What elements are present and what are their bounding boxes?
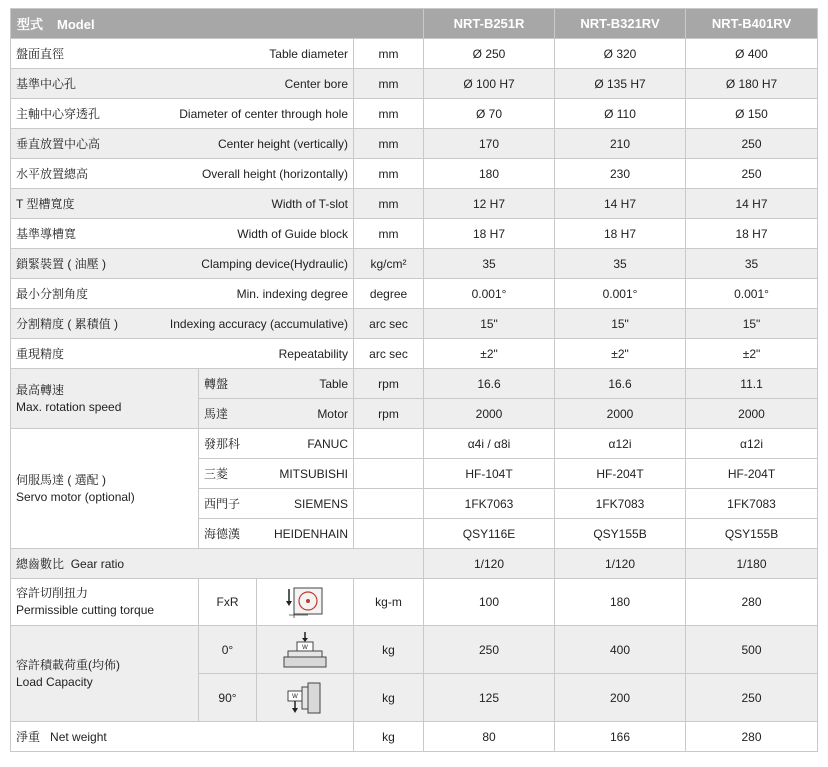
weight-label xyxy=(11,722,354,752)
spec-value: 18 H7 xyxy=(686,219,818,249)
spec-value: 500 xyxy=(686,626,818,674)
spec-value: 250 xyxy=(686,129,818,159)
load-horizontal-diagram-icon xyxy=(257,674,354,722)
spec-label-en: Repeatability xyxy=(278,346,348,361)
spec-row xyxy=(11,626,818,674)
spec-value: 1FK7083 xyxy=(686,489,818,519)
spec-label-zh: 基準導槽寬 xyxy=(16,227,77,241)
weight-label-zh: 淨重 xyxy=(16,730,41,744)
brand-en: FANUC xyxy=(307,436,348,451)
spec-label-zh: 主軸中心穿透孔 xyxy=(16,107,101,121)
speed-group-label xyxy=(11,369,199,429)
spec-label-en: Indexing accuracy (accumulative) xyxy=(169,316,348,331)
spec-value: QSY155B xyxy=(555,519,686,549)
spec-value: Ø 110 xyxy=(555,99,686,129)
spec-row xyxy=(11,159,818,189)
spec-value: 18 H7 xyxy=(555,219,686,249)
spec-value: 1/120 xyxy=(555,549,686,579)
spec-label-zh: 鎖緊裝置 ( 油壓 ) xyxy=(16,257,106,271)
spec-unit xyxy=(354,519,424,549)
spec-unit: mm xyxy=(354,159,424,189)
spec-row xyxy=(11,69,818,99)
spec-value: 2000 xyxy=(686,399,818,429)
spec-unit: kg xyxy=(354,626,424,674)
spec-label-en: Overall height (horizontally) xyxy=(201,166,348,181)
spec-label xyxy=(11,219,354,249)
spec-value: 210 xyxy=(555,129,686,159)
spec-unit: mm xyxy=(354,69,424,99)
servo-brand-label xyxy=(199,459,354,489)
gear-label-en: Gear ratio xyxy=(70,557,125,571)
spec-label-en: Width of Guide block xyxy=(237,226,348,241)
spec-value: 1FK7063 xyxy=(424,489,555,519)
spec-unit: kg-m xyxy=(354,579,424,626)
spec-label xyxy=(11,339,354,369)
spec-value: 14 H7 xyxy=(555,189,686,219)
spec-value: 2000 xyxy=(555,399,686,429)
spec-value: Ø 100 H7 xyxy=(424,69,555,99)
spec-value: QSY155B xyxy=(686,519,818,549)
servo-brand-label xyxy=(199,429,354,459)
spec-unit: rpm xyxy=(354,399,424,429)
model-label-en: Model xyxy=(57,17,95,32)
spec-value: Ø 320 xyxy=(555,39,686,69)
spec-label xyxy=(11,249,354,279)
spec-value: 200 xyxy=(555,674,686,722)
speed-sub-label xyxy=(199,399,354,429)
spec-label xyxy=(11,309,354,339)
spec-value: QSY116E xyxy=(424,519,555,549)
spec-value: 1/180 xyxy=(686,549,818,579)
spec-value: HF-204T xyxy=(555,459,686,489)
spec-value: ±2" xyxy=(424,339,555,369)
spec-value: 35 xyxy=(686,249,818,279)
spec-unit: rpm xyxy=(354,369,424,399)
spec-row xyxy=(11,129,818,159)
spec-value: 15" xyxy=(555,309,686,339)
spec-value: α12i xyxy=(555,429,686,459)
spec-value: 0.001° xyxy=(555,279,686,309)
load-angle: 90° xyxy=(199,674,257,722)
group-label-zh: 容許積載荷重(均佈) xyxy=(16,657,120,672)
spec-value: 125 xyxy=(424,674,555,722)
group-label-en: Max. rotation speed xyxy=(16,399,122,414)
sub-label-zh: 轉盤 xyxy=(204,377,229,391)
model-header xyxy=(11,9,424,39)
brand-zh: 海德漢 xyxy=(204,527,241,541)
spec-label-en: Center bore xyxy=(284,76,348,91)
servo-brand-label xyxy=(199,489,354,519)
sub-label-en: Motor xyxy=(317,406,348,421)
spec-row xyxy=(11,189,818,219)
spec-value: 35 xyxy=(555,249,686,279)
spec-label-zh: 最小分割角度 xyxy=(16,287,89,301)
spec-value: 1/120 xyxy=(424,549,555,579)
spec-label-zh: 水平放置總高 xyxy=(16,167,89,181)
spec-value: Ø 135 H7 xyxy=(555,69,686,99)
model-name: NRT-B401RV xyxy=(686,9,818,39)
spec-value: Ø 150 xyxy=(686,99,818,129)
spec-label xyxy=(11,69,354,99)
group-label-en: Load Capacity xyxy=(16,674,93,689)
spec-value: 180 xyxy=(424,159,555,189)
group-label-zh: 最高轉速 xyxy=(16,382,65,397)
load-vertical-icon-graphic xyxy=(278,631,332,669)
spec-value: Ø 400 xyxy=(686,39,818,69)
spec-label-zh: 分割精度 ( 累積值 ) xyxy=(16,317,118,331)
spec-unit: arc sec xyxy=(354,339,424,369)
spec-value: 280 xyxy=(686,579,818,626)
spec-label-zh: 盤面直徑 xyxy=(16,47,65,61)
spec-value: 35 xyxy=(424,249,555,279)
spec-row xyxy=(11,39,818,69)
spec-value: 80 xyxy=(424,722,555,752)
spec-value: ±2" xyxy=(686,339,818,369)
spec-value: 2000 xyxy=(424,399,555,429)
load-angle: 0° xyxy=(199,626,257,674)
spec-value: 12 H7 xyxy=(424,189,555,219)
spec-label-zh: 基準中心孔 xyxy=(16,77,77,91)
spec-unit: mm xyxy=(354,129,424,159)
spec-value: 11.1 xyxy=(686,369,818,399)
torque-label-en: Permissible cutting torque xyxy=(16,603,155,617)
spec-unit: kg/cm² xyxy=(354,249,424,279)
spec-value: 16.6 xyxy=(555,369,686,399)
spec-value: 250 xyxy=(686,159,818,189)
svg-text:W: W xyxy=(302,644,308,651)
spec-value: 100 xyxy=(424,579,555,626)
spec-value: 16.6 xyxy=(424,369,555,399)
spec-row xyxy=(11,99,818,129)
load-horizontal-icon-graphic xyxy=(278,679,332,717)
gear-label-zh: 總齒數比 xyxy=(16,557,65,571)
brand-zh: 西門子 xyxy=(204,497,241,511)
spec-row xyxy=(11,279,818,309)
spec-label xyxy=(11,99,354,129)
load-group-label xyxy=(11,626,199,722)
model-name: NRT-B251R xyxy=(424,9,555,39)
spec-unit xyxy=(354,429,424,459)
spec-unit xyxy=(354,489,424,519)
spec-unit: mm xyxy=(354,39,424,69)
spec-unit: arc sec xyxy=(354,309,424,339)
spec-label-zh: 垂直放置中心高 xyxy=(16,137,101,151)
spec-unit xyxy=(354,459,424,489)
spec-value: 170 xyxy=(424,129,555,159)
spec-row xyxy=(11,429,818,459)
spec-label-en: Clamping device(Hydraulic) xyxy=(201,256,348,271)
spec-label-en: Width of T-slot xyxy=(271,196,348,211)
spec-unit: kg xyxy=(354,722,424,752)
brand-en: HEIDENHAIN xyxy=(273,526,348,541)
brand-en: MITSUBISHI xyxy=(279,466,348,481)
spec-label xyxy=(11,39,354,69)
brand-zh: 三菱 xyxy=(204,467,229,481)
spec-value: α4i / α8i xyxy=(424,429,555,459)
torque-label xyxy=(11,579,199,626)
spec-label-en: Table diameter xyxy=(269,46,348,61)
spec-value: 400 xyxy=(555,626,686,674)
spec-value: 166 xyxy=(555,722,686,752)
spec-body xyxy=(11,39,818,752)
spec-value: 250 xyxy=(424,626,555,674)
load-vertical-diagram-icon xyxy=(257,626,354,674)
torque-label-zh: 容許切削扭力 xyxy=(16,586,89,600)
spec-label-en: Diameter of center through hole xyxy=(179,106,348,121)
spec-unit: mm xyxy=(354,219,424,249)
group-label-en: Servo motor (optional) xyxy=(16,489,135,504)
spec-row xyxy=(11,549,818,579)
spec-label xyxy=(11,279,354,309)
spec-value: Ø 70 xyxy=(424,99,555,129)
spec-unit: mm xyxy=(354,189,424,219)
spec-label-en: Min. indexing degree xyxy=(236,286,348,301)
sub-label-en: Table xyxy=(319,376,348,391)
spec-row xyxy=(11,219,818,249)
spec-unit: mm xyxy=(354,99,424,129)
spec-label xyxy=(11,159,354,189)
servo-group-label xyxy=(11,429,199,549)
spec-value: Ø 180 H7 xyxy=(686,69,818,99)
spec-label-zh: 重現精度 xyxy=(16,347,65,361)
spec-value: 0.001° xyxy=(424,279,555,309)
spec-row xyxy=(11,249,818,279)
spec-value: 15" xyxy=(424,309,555,339)
spec-value: 15" xyxy=(686,309,818,339)
spec-label xyxy=(11,129,354,159)
spec-value: 14 H7 xyxy=(686,189,818,219)
spec-value: 18 H7 xyxy=(424,219,555,249)
spec-value: ±2" xyxy=(555,339,686,369)
brand-zh: 發那科 xyxy=(204,437,241,451)
spec-value: α12i xyxy=(686,429,818,459)
torque-diagram-icon-graphic xyxy=(278,585,332,619)
svg-text:W: W xyxy=(292,693,298,700)
spec-unit: degree xyxy=(354,279,424,309)
spec-row xyxy=(11,339,818,369)
model-label-zh: 型式 xyxy=(17,17,44,32)
sub-label-zh: 馬達 xyxy=(204,407,229,421)
spec-table xyxy=(10,8,818,752)
spec-label-zh: T 型槽寬度 xyxy=(16,197,75,211)
spec-value: HF-204T xyxy=(686,459,818,489)
spec-value: 180 xyxy=(555,579,686,626)
spec-row xyxy=(11,309,818,339)
weight-label-en: Net weight xyxy=(50,730,107,744)
spec-value: HF-104T xyxy=(424,459,555,489)
spec-unit: kg xyxy=(354,674,424,722)
spec-value: 250 xyxy=(686,674,818,722)
brand-en: SIEMENS xyxy=(293,496,348,511)
spec-label xyxy=(11,189,354,219)
header-row xyxy=(11,9,818,39)
spec-value: 0.001° xyxy=(686,279,818,309)
spec-value: Ø 250 xyxy=(424,39,555,69)
gear-label xyxy=(11,549,424,579)
spec-label-en: Center height (vertically) xyxy=(217,136,348,151)
torque-sub-label: FxR xyxy=(199,579,257,626)
group-label-zh: 伺服馬達 ( 選配 ) xyxy=(16,472,106,487)
spec-row xyxy=(11,722,818,752)
spec-value: 280 xyxy=(686,722,818,752)
model-name: NRT-B321RV xyxy=(555,9,686,39)
spec-row xyxy=(11,369,818,399)
servo-brand-label xyxy=(199,519,354,549)
speed-sub-label xyxy=(199,369,354,399)
torque-diagram-icon xyxy=(257,579,354,626)
spec-value: 1FK7083 xyxy=(555,489,686,519)
spec-value: 230 xyxy=(555,159,686,189)
spec-row xyxy=(11,579,818,626)
